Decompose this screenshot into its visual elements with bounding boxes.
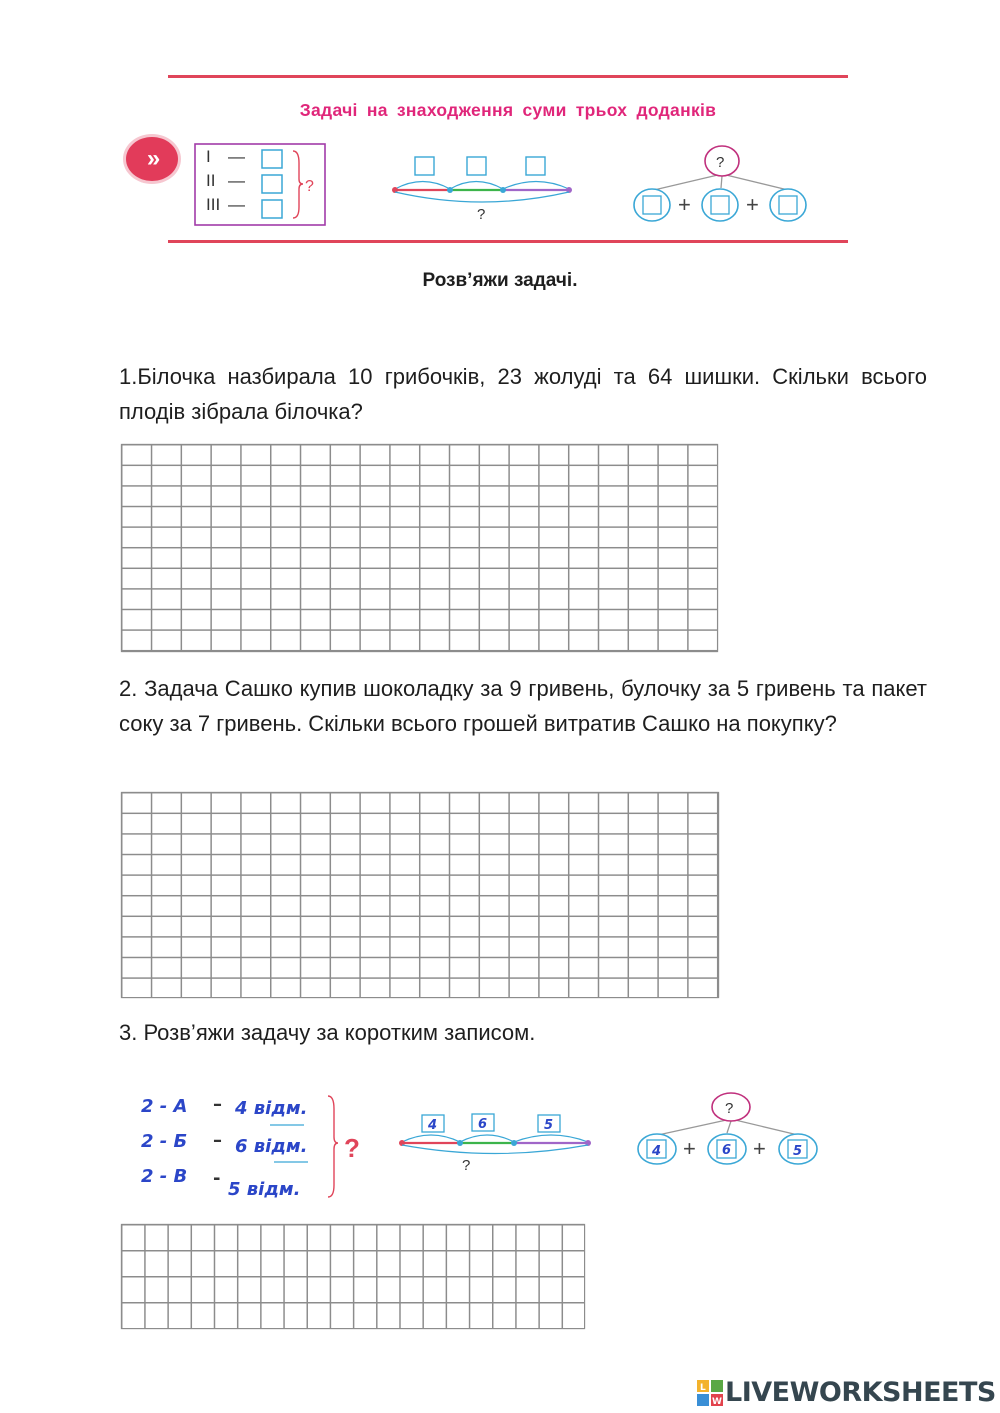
segment-question: ? [477,206,486,223]
watermark-text: LIVEWORKSHEETS [725,1377,996,1408]
header-tree-diagram [632,144,810,224]
task3-segment-value-2: 6 [478,1117,488,1132]
record-dash-3: - [213,1168,221,1189]
task-3-text: 3. Розв’яжи задачу за коротким записом. [119,1020,536,1045]
tree-plus-2: + [746,192,759,217]
record-dash-1: – [213,1094,222,1115]
segment-box-3 [526,157,545,175]
tree-root-question: ? [716,154,725,171]
header-segment-diagram [388,152,580,224]
scheme-box-1 [262,150,282,168]
record-dash-2: – [213,1130,222,1151]
task3-segment-value-1: 4 [428,1118,438,1133]
instruction-title: Розв’яжи задачі. [422,270,578,291]
segment-box-1 [415,157,434,175]
logo-letter-w: W [712,1397,722,1406]
record-class-2: 2 - Б [141,1131,188,1152]
answer-grid-3[interactable] [121,1224,585,1329]
scheme-dash-3: — [228,195,245,214]
tree-plus-1: + [678,192,691,217]
scheme-dash-2: — [228,171,245,190]
scheme-label-2: II [206,171,216,190]
header-bottom-rule [168,240,848,243]
scheme-dash-1: — [228,147,245,166]
logo-letter-l: L [700,1383,706,1393]
record-value-2: 6 відм. [235,1136,308,1157]
task-1-text: 1.Білочка назбирала 10 грибочків, 23 жолуді та 64 шишки. Скільки всього плодів зібрала білочка? [119,364,927,424]
record-value-3: 5 відм. [228,1179,301,1200]
task3-segment-diagram [396,1112,596,1176]
scheme-box-3 [262,200,282,218]
record-brace [326,1093,372,1201]
liveworksheets-watermark [697,1375,997,1411]
header-scheme-list [194,143,334,227]
task-2-text: 2. Задача Сашко купив шоколадку за 9 гривень, булочку за 5 гривень та пакет соку за 7 гривень. Скільки всього грошей витратив Сашко на покупку? [119,676,927,736]
record-class-3: 2 - В [141,1166,188,1187]
task3-segment-value-3: 5 [544,1118,554,1133]
task3-tree-root-question: ? [725,1100,734,1117]
answer-grid-1[interactable] [121,444,718,652]
answer-grid-2[interactable] [121,792,719,998]
record-underlines [230,1100,320,1170]
tree-leaf-3 [770,189,806,221]
segment-box-2 [467,157,486,175]
record-value-1: 4 відм. [235,1098,308,1119]
task3-segment-question: ? [462,1157,471,1174]
record-question: ? [344,1133,360,1163]
scheme-label-3: III [206,195,221,214]
task3-tree-plus-2: + [753,1136,766,1161]
scheme-box-2 [262,175,282,193]
task3-tree-diagram [636,1091,822,1169]
scheme-brace [293,151,303,218]
scheme-label-1: I [206,147,211,166]
record-class-1: 2 - А [141,1096,188,1117]
task3-tree-value-3: 5 [793,1144,803,1159]
tree-leaf-2 [702,189,738,221]
task3-tree-value-2: 6 [722,1143,732,1158]
double-chevron-right-icon: » [126,137,178,181]
scheme-question: ? [305,178,314,195]
header-top-rule [168,75,848,78]
task3-tree-plus-1: + [683,1136,696,1161]
header-title: Задачі на знаходження суми трьох доданків [299,100,717,120]
task3-tree-value-1: 4 [652,1144,662,1159]
liveworksheets-logo-icon [697,1380,723,1406]
tree-leaf-1 [634,189,670,221]
